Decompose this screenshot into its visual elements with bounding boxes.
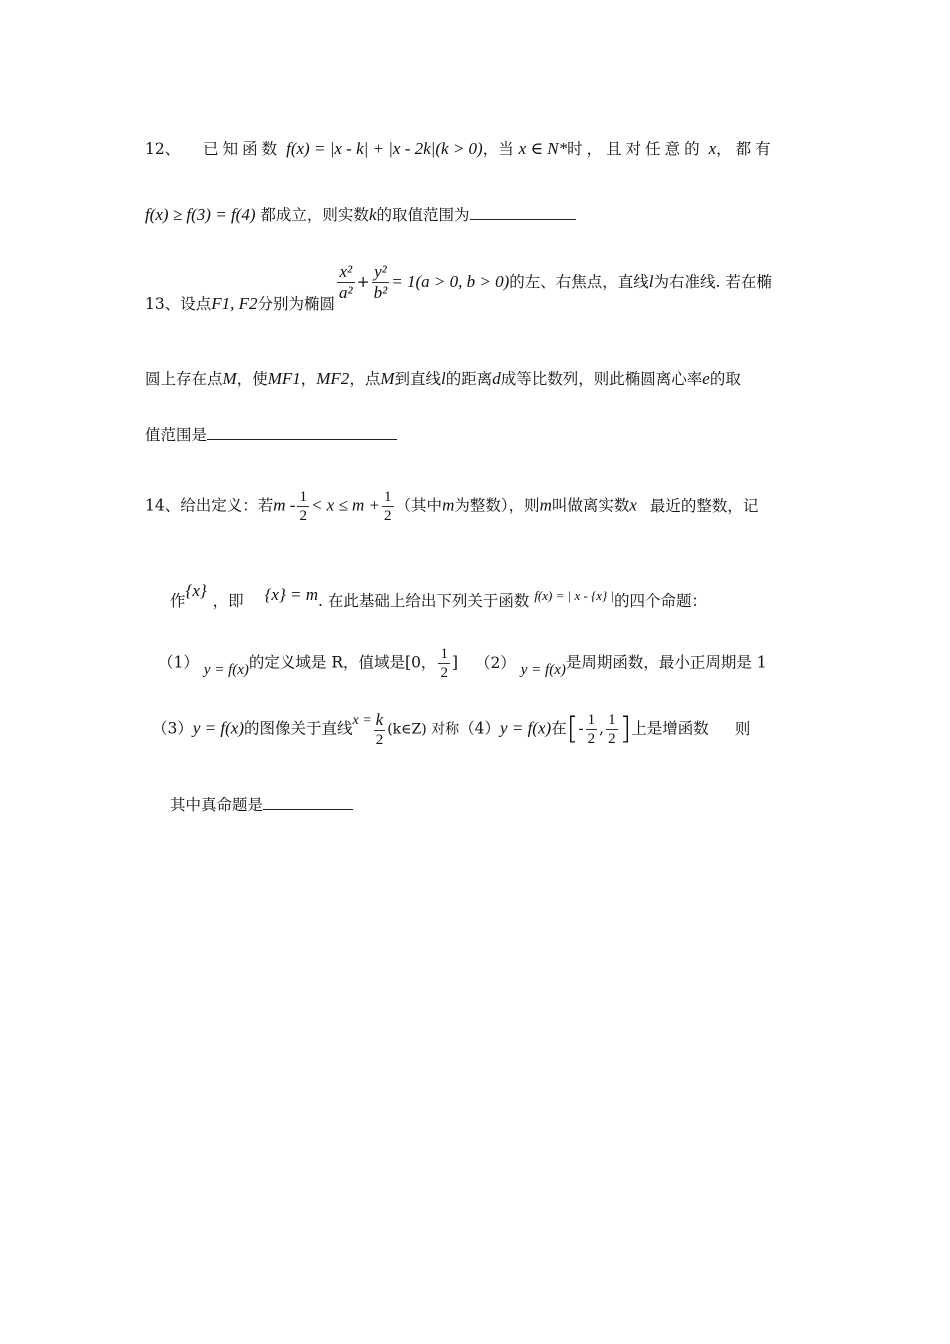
q14-half-2-den: 2: [384, 508, 392, 524]
q14-last-text: 其中真命题是: [170, 796, 264, 814]
q14-p3-frac-den: 2: [375, 732, 384, 749]
q14-p4-frac-1-num: 1: [587, 712, 596, 729]
q13-answer-blank[interactable]: [207, 425, 397, 440]
q13-var-l-2: l: [441, 369, 446, 388]
q12-text-1: ，当: [482, 140, 514, 158]
q14-p1-half-den: 2: [440, 665, 448, 681]
q13-fraction-y: [372, 262, 390, 304]
q14-p3-frac-num: k: [374, 710, 386, 731]
q13-text-5: ，使: [236, 370, 268, 388]
q14-def-left: m -: [273, 495, 296, 515]
q14-text-5: 作: [170, 592, 186, 610]
q14-text-3: 叫做离实数: [551, 496, 630, 515]
q14-braces-x: {x}: [185, 581, 207, 600]
q14-text-1: （其中: [395, 496, 443, 515]
q13-sep: ，: [300, 370, 317, 388]
q14-p1-close: ]: [451, 653, 458, 672]
q12-line-1: [145, 140, 810, 158]
q13-mf2: MF2: [316, 369, 350, 388]
q14-p1-func: y = f(x): [203, 661, 249, 678]
q12-lead: 已知函数: [203, 140, 282, 158]
q14-p3-x: x =: [352, 712, 372, 728]
q13-text-3: 为右准线. 若在椭: [653, 272, 772, 291]
q12-text-2: 时，且对任意的: [567, 140, 704, 158]
q13-text-10: 的取: [709, 370, 741, 388]
q12-function: f(x) = |x - k| + |x - 2k|(k > 0): [286, 139, 483, 158]
q14-var-x: x: [629, 495, 637, 515]
q14-var-m: m: [442, 495, 455, 515]
q12-answer-blank[interactable]: [470, 205, 576, 220]
q13-text-11: 值范围是: [145, 426, 208, 444]
q13-var-M: M: [222, 369, 237, 388]
q14-answer-blank[interactable]: [263, 795, 353, 810]
q12-number: 12、: [145, 140, 181, 158]
q14-p4-right-bracket: ]: [619, 711, 632, 747]
q14-p1-half: [438, 645, 450, 682]
q14-p4-left-bracket: [: [566, 711, 579, 747]
q13-text-6: ，点: [349, 370, 381, 388]
q13-var-M-2: M: [380, 369, 395, 388]
q14-p4-num: （4）: [459, 719, 501, 738]
q14-text-6: ，即: [212, 592, 244, 610]
q13-number: 13、设点: [145, 294, 212, 313]
q13-text-4: 圆上存在点: [145, 370, 223, 388]
q14-p4-in: 在: [551, 719, 567, 738]
q13-line-2: [145, 370, 810, 388]
q13-line-3: [145, 425, 810, 444]
q13-text-2: 的左、右焦点，直线: [509, 272, 649, 291]
q13-equation-rest: = 1(a > 0, b > 0): [391, 271, 510, 291]
q14-line-1: [145, 488, 810, 538]
q12-var-k: k: [368, 205, 377, 224]
q14-p4-frac-2-num: 1: [608, 712, 616, 729]
q14-braces-eq: {x} = m: [264, 585, 319, 604]
q14-p2-num: （2）: [474, 653, 516, 672]
q12-var-x: x: [708, 139, 717, 158]
q14-p4-func: y = f(x): [500, 718, 552, 738]
q14-last-line: [170, 795, 835, 814]
q14-p1-text: 的定义域是 R，值域是[0，: [248, 653, 437, 672]
q13-mf1: MF1: [267, 369, 301, 388]
q14-p2-text: 是周期函数，最小正周期是 1: [565, 653, 767, 672]
q14-def-mid: < x ≤ m +: [310, 495, 381, 515]
q14-p4-minus: -: [578, 719, 584, 738]
q13-line-1: 13、设点F1, F2分别为椭圆 $\frac{\text{x²}}{\text{a²}}$ + $\frac{\text{y²}}{\text{b²}}$ = 1(a > 0, b > 0)的左、右焦点，直线l为右准线. 若在椭: [145, 262, 772, 313]
q13-text-8: 的距离: [445, 370, 493, 388]
q14-p3-frac: [374, 710, 386, 749]
q14-half-1: [297, 488, 309, 525]
q13-text-9: 成等比数列，则此椭圆离心率: [500, 370, 703, 388]
q14-half-1-den: 2: [299, 508, 307, 524]
q14-p4-text: 上是增函数: [631, 719, 709, 738]
q13-var-l: l: [648, 271, 654, 291]
q12-text-4: 都成立，则实数: [260, 206, 369, 224]
q14-p3-func: y = f(x): [192, 718, 244, 738]
q12-condition: x ∈ N*: [518, 139, 568, 158]
q14-p4-frac-1: [586, 711, 598, 748]
q14-p3-text: 的图像关于直线: [243, 719, 353, 738]
q14-p2-func: y = f(x): [520, 661, 566, 678]
q14-p4-frac-1-den: 2: [587, 731, 596, 748]
q14-propositions-1-2: [158, 645, 823, 695]
q12-text-3: ，都有: [716, 140, 775, 158]
q12-text-5: 的取值范围为: [376, 206, 470, 224]
q13-frac-y-num: y²: [372, 262, 390, 283]
q14-var-m-2: m: [539, 495, 552, 515]
q14-half-2: [382, 488, 394, 525]
q14-propositions-3-4: [152, 710, 817, 760]
q14-p4-comma: ,: [599, 719, 605, 738]
q13-text-1: 分别为椭圆: [257, 294, 336, 313]
q13-var-d: d: [492, 369, 501, 388]
q14-p3-num: （3）: [152, 719, 193, 738]
q13-frac-x-den: a²: [339, 283, 353, 303]
q14-text-4: 最近的整数，记: [649, 496, 759, 515]
q13-var-e: e: [702, 369, 710, 388]
q14-p4-then: 则: [734, 719, 751, 738]
q14-function: f(x) = | x - {x} |: [534, 588, 615, 603]
q14-line-2: [170, 581, 835, 610]
q14-text-8: 的四个命题：: [614, 592, 708, 610]
q13-frac-x-num: x²: [337, 262, 355, 283]
q14-half-1-num: 1: [299, 489, 307, 505]
q13-frac-y-den: b²: [373, 283, 388, 303]
q14-p4-frac-2-den: 2: [608, 731, 616, 748]
q14-p3-tail: (k∈Z) 对称: [387, 721, 460, 738]
q12-line-2: [145, 205, 810, 224]
q13-fraction-x: [337, 262, 355, 304]
q12-inequality: f(x) ≥ f(3) = f(4): [145, 205, 256, 224]
q14-p1-half-num: 1: [440, 646, 448, 662]
q14-p1-num: （1）: [158, 653, 199, 672]
q14-text-7: . 在此基础上给出下列关于函数: [318, 592, 530, 610]
q13-foci: F1, F2: [211, 293, 258, 313]
q14-number: 14、给出定义：若: [145, 496, 274, 515]
q14-half-2-num: 1: [384, 489, 392, 505]
q14-p4-frac-2: [606, 711, 618, 748]
q13-text-7: 到直线: [394, 370, 442, 388]
q14-text-2: 为整数），则: [454, 496, 540, 515]
